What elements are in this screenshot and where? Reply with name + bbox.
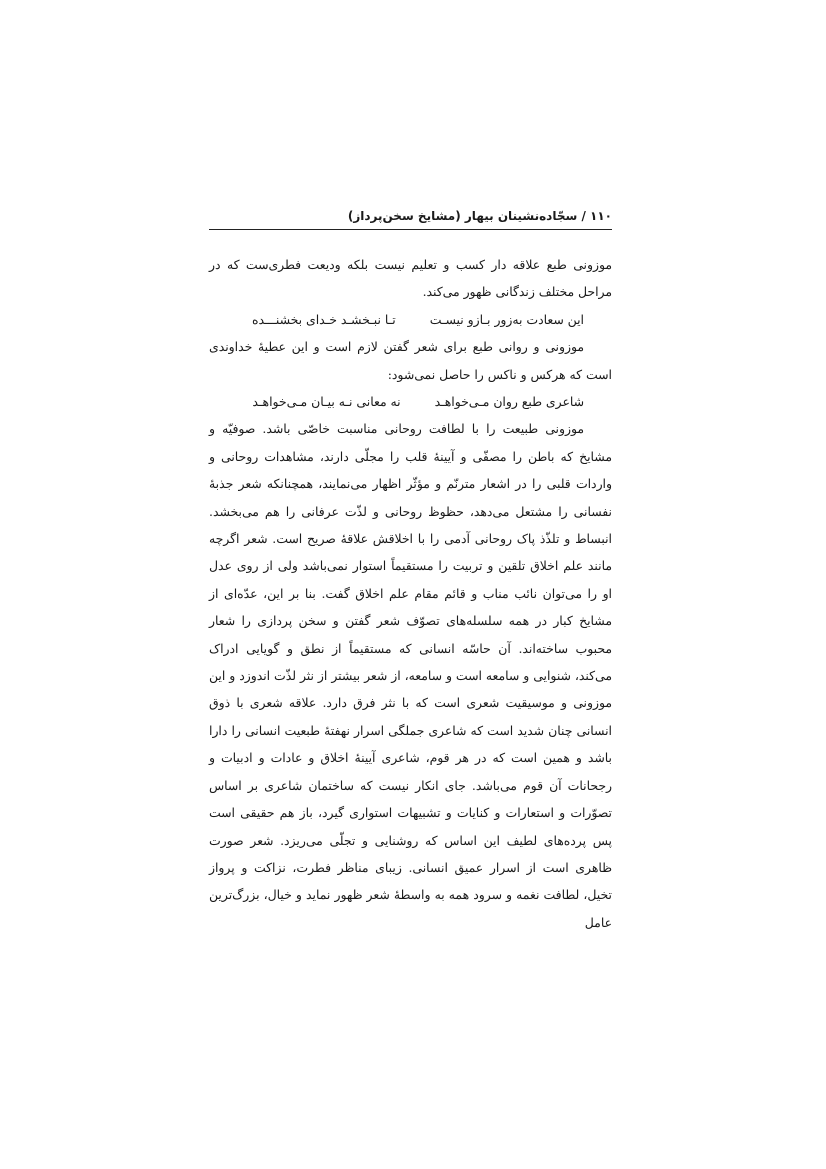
verse-2 (209, 388, 612, 415)
verse-1 (209, 306, 612, 333)
paragraph-1: موزونی طبع علاقه دار کسب و تعلیم نیست بلکه ودیعت فطری‌ست که در مراحل مختلف زندگانی ظهور می‌کند. (209, 257, 612, 300)
paragraph-2: موزونی و روانی طبع برای شعر گفتن لازم است و این عطیهٔ خداوندی است که هرکس و ناکس را حاصل نمی‌شود: (209, 339, 612, 382)
verse-1-first-hemistich: این سعادت به‌زور بـازو نیسـت (429, 311, 584, 327)
header-rule (209, 229, 612, 230)
verse-2-second-hemistich: نه معانی نـه بیـان مـی‌خواهـد (252, 394, 401, 410)
paragraph-3: موزونی طبیعت را با لطافت روحانی مناسبت خاصّی باشد. صوفیّه و مشایخ که باطن را مصفّی و آیینهٔ قلب را مجلّی دارند، مشاهدات روحانی و واردات قلبی را در اشعار مترنّم و مؤثّر اظهار می‌نمایند، همچنانکه شعر جذبهٔ نفسانی را مشتعل می‌دهد، حظوظ روحانی و لذّت عرفانی را هم می‌بخشد. انبساط و تلذّذ پاک روحانی آدمی را با اخلاقش علاقهٔ صریح است. شعر اگرچه مانند علم اخلاق تلقین و تربیت را مستقیماً استوار نمی‌باشد ولی از روی عدل او را می‌توان نائب مناب و قائم مقام علم اخلاق گفت. بنا بر این، عدّه‌ای از مشایخ کبار در همه سلسله‌های تصوّف شعر گفتن و سخن پردازی را شعار محبوب ساخته‌اند. آن حاسّه انسانی که مستقیماً از نطق و گویایی ادراک می‌کند، شنوایی و سامعه است و سامعه، از شعر بیشتر از نثر لذّت اندوزد و این موزونی و موسیقیت شعری است که با نثر فرق دارد. علاقه شعری با ذوق انسانی چنان شدید است که شاعری جملگی اسرار نهفتهٔ طبعیت انسانی را دارا باشد و همین است که در هر قوم، شاعری آیینهٔ اخلاق و عادات و ادبیات و رجحانات آن قوم می‌باشد. جای انکار نیست که ساختمان شاعری بر اساس تصوّرات و استعارات و کنایات و تشبیهات استواری گیرد، باز هم حقیقی است پس پرده‌های لطیف این اساس که روشنایی و تجلّی می‌ریزد. شعر صورت ظاهری است از اسرار عمیق انسانی. زیبای مناظر فطرت، نزاکت و پرواز تخیل، لطافت نغمه و سرود همه به واسطهٔ شعر ظهور نماید و خیال، بزرگ‌ترین عامل (209, 421, 612, 930)
page-body (209, 251, 612, 936)
running-header: ۱۱۰ / سجّاده‌نشینان بیهار (مشایخ سخن‌پرداز) (347, 209, 612, 223)
verse-1-second-hemistich: تـا نبـخشـد خـدای بخشنـــده (251, 311, 396, 327)
verse-2-first-hemistich: شاعری طبع روان مـی‌خواهـد (434, 394, 584, 410)
